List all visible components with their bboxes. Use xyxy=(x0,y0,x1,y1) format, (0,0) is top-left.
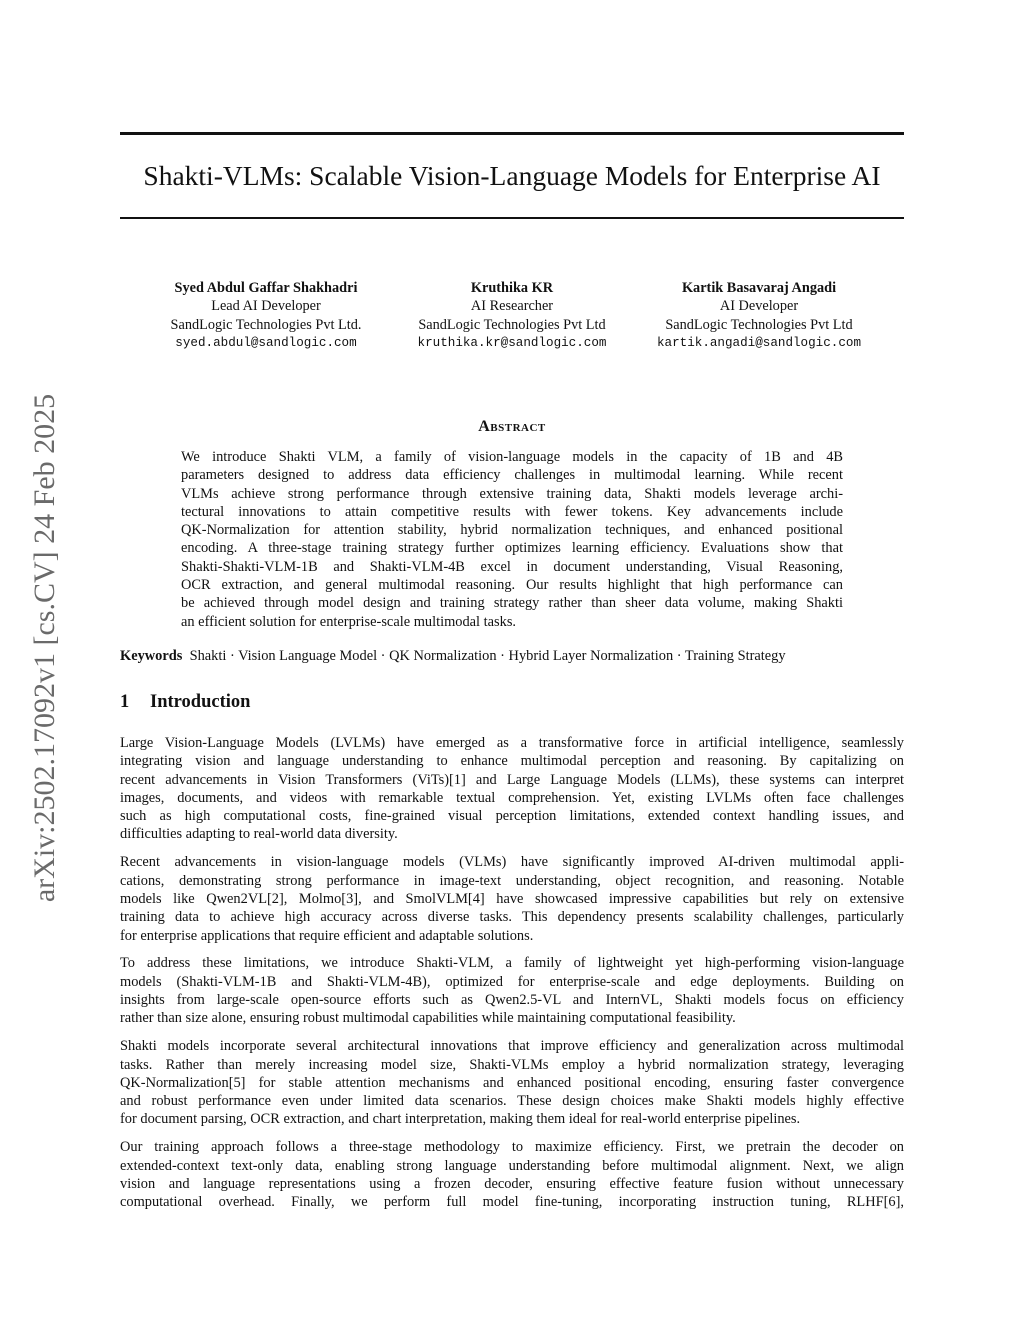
text-line: encoding. A three-stage training strategy further optimizes learning efficiency. Evaluations show that xyxy=(181,540,843,557)
keywords-line xyxy=(120,648,786,665)
abstract-heading: Abstract xyxy=(478,418,546,435)
title-bottom-rule xyxy=(120,217,904,219)
author-email[interactable]: kruthika.kr@sandlogic.com xyxy=(417,336,607,351)
abstract-body xyxy=(181,448,843,631)
paragraph xyxy=(120,1037,904,1128)
author-email[interactable]: syed.abdul@sandlogic.com xyxy=(175,336,357,351)
text-line: be achieved through model design and training strategy rather than sheer data volume, making Shakti xyxy=(181,595,843,612)
paragraph xyxy=(120,734,904,844)
title-top-rule xyxy=(120,132,904,135)
text-line: for enterprise applications that require efficient and adaptable solutions. xyxy=(120,927,534,944)
text-line: for document parsing, OCR extraction, and chart interpretation, making them ideal for real-world enterprise pipelines. xyxy=(120,1111,801,1128)
section-heading-introduction xyxy=(120,692,250,713)
text-line: an efficient solution for enterprise-scale multimodal tasks. xyxy=(181,613,517,630)
author-block xyxy=(629,279,889,353)
text-line: extended-context text-only data, enabling strong language understanding before multimodal alignment. Next, we align xyxy=(120,1157,904,1174)
author-block xyxy=(382,279,642,353)
author-name: Kruthika KR xyxy=(470,280,554,296)
text-line: rather than size alone, ensuring robust multimodal capabilities while maintaining computational feasibility. xyxy=(120,1010,736,1027)
paragraph xyxy=(120,853,904,944)
text-line: integrating vision and language understanding to enhance multimodal perception and reasoning. By capitalizing on xyxy=(120,753,904,770)
text-line: recent advancements in Vision Transformers (ViTs)[1] and Large Language Models (LLMs), these systems can interpret xyxy=(120,771,904,788)
keywords-text: Shakti · Vision Language Model · QK Normalization · Hybrid Layer Normalization · Training Strategy xyxy=(189,648,786,664)
text-line: models like Qwen2VL[2], Molmo[3], and SmolVLM[4] have showcased impressive capabilities but rely on extensive xyxy=(120,890,904,907)
text-line: and robust performance even under limited data scenarios. These design choices make Shakti models highly effective xyxy=(120,1093,904,1110)
section-title: Introduction xyxy=(150,692,251,712)
author-role: Lead AI Developer xyxy=(211,298,321,315)
text-line: tectural innovations to attain competitive results with fewer tokens. Key advancements include xyxy=(181,503,843,520)
text-line: Large Vision-Language Models (LVLMs) have emerged as a transformative force in artificial intelligence, seamlessly xyxy=(120,735,904,751)
author-email[interactable]: kartik.angadi@sandlogic.com xyxy=(656,336,862,351)
keywords-label: Keywords xyxy=(120,648,183,664)
paper-title: Shakti-VLMs: Scalable Vision-Language Models for Enterprise AI xyxy=(143,160,881,191)
text-line: QK-Normalization[5] for stable attention mechanisms and enhanced positional encoding, ensuring faster convergence xyxy=(120,1074,904,1091)
text-line: Shakti models incorporate several architectural innovations that improve efficiency and generalization across multimodal xyxy=(120,1038,904,1055)
text-line: computational overhead. Finally, we perform full model fine-tuning, incorporating instruction tuning, RLHF[6], xyxy=(120,1194,904,1211)
author-name: Kartik Basavaraj Angadi xyxy=(681,280,837,296)
paragraph xyxy=(120,954,904,1027)
text-line: cations, demonstrating strong performance in image-text understanding, object recognition, and reasoning. Notable xyxy=(120,872,904,889)
text-line: vision and language representations using a frozen decoder, ensuring effective feature fusion without unnecessary xyxy=(120,1175,904,1192)
text-line: Shakti-Shakti-VLM-1B and Shakti-VLM-4B excel in document understanding, Visual Reasoning, xyxy=(181,558,843,575)
paragraph xyxy=(120,1138,904,1211)
author-role: AI Developer xyxy=(719,298,799,315)
author-role: AI Researcher xyxy=(470,298,554,315)
text-line: tasks. Rather than merely increasing model size, Shakti-VLMs employ a hybrid normalization strategy, leveraging xyxy=(120,1056,904,1073)
text-line: We introduce Shakti VLM, a family of vision-language models in the capacity of 1B and 4B xyxy=(181,449,843,465)
text-line: such as high computational costs, fine-grained visual perception limitations, extended context handling issues, and xyxy=(120,808,904,825)
text-line: training data to achieve high accuracy across diverse tasks. This dependency presents scalability challenges, particularly xyxy=(120,909,904,926)
text-line: VLMs achieve strong performance through extensive training data, Shakti models leverage archi- xyxy=(181,485,843,502)
text-line: images, documents, and videos with remarkable textual comprehension. Yet, existing LVLMs often face challenges xyxy=(120,789,904,806)
text-line: parameters designed to address data efficiency challenges in multimodal learning. While recent xyxy=(181,467,843,484)
text-line: Recent advancements in vision-language models (VLMs) have significantly improved AI-driven multimodal appli- xyxy=(120,854,904,871)
text-line: insights from large-scale open-source efforts such as Qwen2.5-VL and InternVL, Shakti models focus on efficiency xyxy=(120,992,904,1009)
introduction-body xyxy=(120,734,904,1221)
text-line: Our training approach follows a three-stage methodology to maximize efficiency. First, we pretrain the decoder on xyxy=(120,1139,904,1156)
author-block xyxy=(136,279,396,353)
text-line: To address these limitations, we introduce Shakti-VLM, a family of lightweight yet high-performing vision-language xyxy=(120,955,904,972)
text-line: difficulties adapting to real-world data diversity. xyxy=(120,826,398,843)
author-name: Syed Abdul Gaffar Shakhadri xyxy=(174,280,358,296)
author-affiliation: SandLogic Technologies Pvt Ltd xyxy=(665,316,853,333)
arxiv-identifier-stamp: arXiv:2502.17092v1 [cs.CV] 24 Feb 2025 xyxy=(28,393,61,903)
text-line: OCR extraction, and general multimodal reasoning. Our results highlight that high performance can xyxy=(181,577,843,594)
author-affiliation: SandLogic Technologies Pvt Ltd xyxy=(418,316,606,333)
text-line: models (Shakti-VLM-1B and Shakti-VLM-4B), optimized for enterprise-scale and edge deployments. Building on xyxy=(120,973,904,990)
section-number: 1 xyxy=(120,692,130,712)
text-line: QK-Normalization for attention stability, hybrid normalization techniques, and enhanced positional xyxy=(181,522,843,539)
author-affiliation: SandLogic Technologies Pvt Ltd. xyxy=(170,316,362,333)
